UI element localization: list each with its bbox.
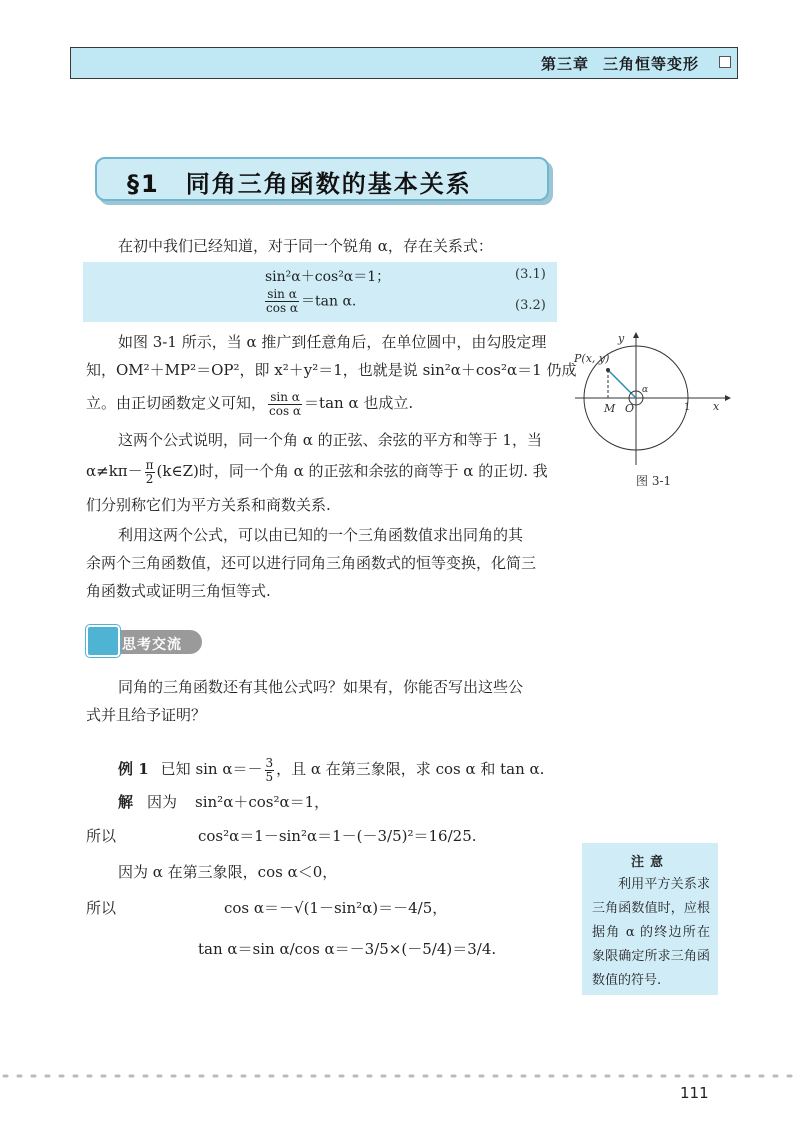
chapter-name: 三角恒等变形 [602,55,699,73]
solution-quadrant: 因为 α 在第三象限，cos α＜0， [118,863,338,881]
example-label: 例 1 [118,760,149,778]
para2-line2-a: α≠kπ－ [86,462,143,480]
unit-circle-figure [570,330,740,470]
solution-label: 解 [118,793,134,811]
label-o: O [625,402,635,415]
example-1 [118,754,544,784]
chapter-number: 第三章 [540,55,589,73]
section-title: §1 同角三角函数的基本关系 [127,170,472,198]
example-text-a: 已知 sin α＝－ [160,760,263,778]
label-alpha: α [642,385,649,395]
fraction-denominator: 5 [265,769,274,784]
fraction-numerator: sin α [268,391,302,405]
fraction [265,757,275,784]
solution-identity: sin²α＋cos²α＝1， [195,793,330,811]
formula-3-2 [263,288,356,315]
fraction [268,391,302,418]
example-text-b: ，且 α 在第三象限，求 cos α 和 tan α. [276,760,545,778]
solution-tan-value: tan α＝sin α/cos α＝－3/5×(－5/4)＝3/4. [198,940,497,958]
para1-line3-b: ＝tan α 也成立. [304,394,414,412]
page-number: 111 [680,1084,709,1102]
para2-line3: 们分别称它们为平方关系和商数关系. [86,496,331,514]
x-axis-arrow-icon [725,395,731,401]
discussion-icon [86,625,120,657]
fraction-denominator: 2 [145,471,154,486]
para1-line3-a: 立。由正切函数定义可知， [86,394,267,412]
label-m: M [604,402,616,415]
equation-number-3-2: (3.2) [515,298,546,313]
label-y: y [618,332,625,345]
para1-line1: 如图 3-1 所示，当 α 推广到任意角后，在单位圆中，由勾股定理 [118,333,547,351]
figure-caption: 图 3-1 [636,474,672,488]
fraction-denominator: cos α [266,301,299,315]
note-title: 注意 [630,855,669,870]
fraction-denominator: cos α [269,403,302,418]
formula-band [83,262,557,322]
para3-line2: 余两个三角函数值，还可以进行同角三角函数式的恒等变换，化简三 [86,554,537,572]
para2-line1: 这两个公式说明，同一个角 α 的正弦、余弦的平方和等于 1，当 [118,431,542,449]
label-p: P(x, y) [574,352,610,365]
solution-because: 因为 [147,793,178,811]
para2-line2 [86,456,548,486]
fraction-numerator: 3 [265,755,274,770]
header-square-icon [719,56,731,68]
para3-line3: 角函数式或证明三角恒等式. [86,582,271,600]
para3-line1: 利用这两个公式，可以由已知的一个三角函数值求出同角的其 [118,526,524,544]
label-one: 1 [684,402,691,413]
equation-number-3-1: (3.1) [515,267,546,282]
footer-dotted-line [0,1073,800,1079]
think-exchange-badge [86,625,202,655]
solution-so-label: 所以 [86,827,117,845]
radius-op [608,370,636,398]
para1-line3 [86,388,413,418]
solution-line1 [118,787,329,817]
y-axis-arrow-icon [633,332,639,338]
para2-line2-b: (k∈Z)时，同一个角 α 的正弦和余弦的商等于 α 的正切. 我 [156,462,548,480]
chapter-header [70,47,738,79]
point-p [606,368,610,372]
fraction [265,288,299,315]
fraction-numerator: π [145,457,154,472]
para1-line2: 知，OM²＋MP²＝OP²，即 x²＋y²＝1，也就是说 sin²α＋cos²α＝1 仍成 [86,361,577,379]
think-line1: 同角的三角函数还有其他公式吗？如果有，你能否写出这些公 [118,678,524,696]
think-line2: 式并且给予证明？ [86,706,207,724]
intro-text: 在初中我们已经知道，对于同一个锐角 α，存在关系式： [118,237,493,255]
fraction [145,459,155,486]
chapter-title [541,53,699,74]
solution-cos-value: cos α＝－√(1－sin²α)＝－4/5， [224,899,448,917]
solution-cos-squared: cos²α＝1－sin²α＝1－(－3/5)²＝16/25. [198,827,477,845]
section-banner [95,157,549,201]
note-text: 利用平方关系求三角函数值时，应根据角 α 的终边所在象限确定所求三角函数值的符号. [592,877,710,988]
fraction-numerator: sin α [265,288,299,302]
note-box [582,843,718,995]
label-x: x [713,400,720,413]
formula-3-1: sin²α＋cos²α＝1； [265,269,391,285]
formula-rhs: ＝tan α. [301,293,357,310]
badge-label: 思考交流 [122,637,182,653]
solution-so2-label: 所以 [86,899,117,917]
